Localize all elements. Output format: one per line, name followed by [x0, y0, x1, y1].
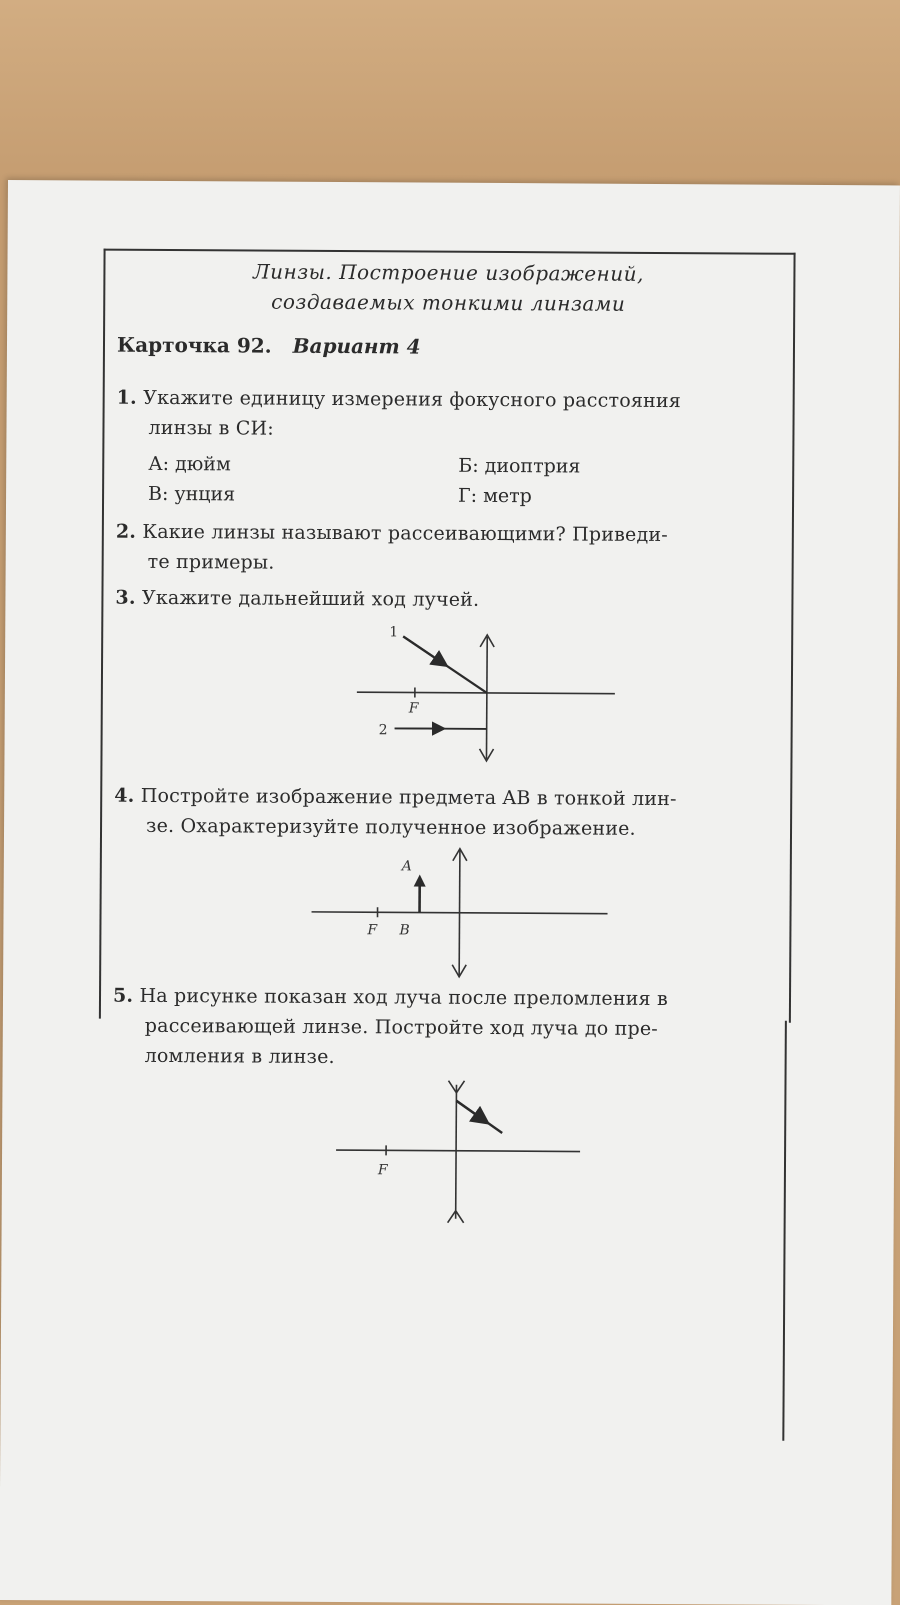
ray-1-arrow — [403, 636, 445, 664]
question-5-text-line3: ломления в линзе. — [145, 1041, 805, 1075]
question-5 — [113, 981, 773, 1015]
figure-3-lens-rays — [344, 622, 625, 764]
focus-label: F — [408, 700, 420, 716]
question-1-text-line1: Укажите единицу измерения фокусного расстояния — [143, 387, 681, 412]
optical-axis — [336, 1150, 580, 1151]
card-heading — [117, 333, 421, 359]
figure-4-object-lens — [303, 842, 624, 984]
converging-lens — [459, 849, 460, 977]
question-1-option-a: А: дюйм — [148, 453, 231, 476]
converging-lens — [486, 637, 487, 759]
refracted-ray-arrow — [456, 1101, 486, 1122]
question-3 — [115, 583, 775, 617]
diverging-lens — [456, 1085, 457, 1219]
question-1-text-line2: линзы в СИ: — [148, 413, 808, 447]
question-2-text-line2: те примеры. — [148, 547, 808, 581]
question-3-text-line1: Укажите дальнейший ход лучей. — [142, 587, 480, 611]
header-title-line1: Линзы. Построение изображений, — [103, 259, 793, 287]
focus-label: F — [377, 1162, 389, 1178]
worksheet-page — [0, 180, 900, 1605]
focus-label: F — [366, 922, 378, 938]
figure-5-diverging-lens — [328, 1078, 599, 1230]
question-1-option-g: Г: метр — [458, 485, 532, 507]
card-variant: Вариант 4 — [293, 334, 421, 359]
point-a-label: A — [400, 858, 412, 874]
question-1-option-v: В: унция — [148, 483, 235, 506]
question-3-number: 3. — [115, 587, 135, 609]
question-1-option-b: Б: диоптрия — [458, 455, 580, 478]
question-2-number: 2. — [116, 521, 136, 543]
card-frame-right-edge — [782, 1021, 787, 1441]
ray-2-label: 2 — [379, 722, 388, 738]
question-2 — [116, 517, 776, 551]
question-5-text-line1: На рисунке показан ход луча после преломления в — [139, 985, 668, 1010]
question-1-number: 1. — [117, 387, 137, 409]
question-4-text-line2: зе. Охарактеризуйте полученное изображение. — [146, 811, 806, 845]
question-2-text-line1: Какие линзы называют рассеивающими? Приведи- — [142, 521, 668, 546]
object-arrowhead — [414, 874, 426, 886]
question-1 — [117, 383, 777, 417]
question-5-text-line2: рассеивающей линзе. Постройте ход луча до пре- — [145, 1011, 805, 1045]
header-title-line2: создаваемых тонкими линзами — [103, 289, 793, 317]
question-4 — [114, 781, 774, 815]
point-b-label: B — [398, 922, 409, 938]
question-5-number: 5. — [113, 985, 133, 1007]
card-number: Карточка 92. — [117, 333, 272, 358]
question-4-text-line1: Постройте изображение предмета AB в тонкой лин- — [141, 785, 677, 810]
ray-1-label: 1 — [389, 624, 398, 640]
question-4-number: 4. — [114, 785, 134, 807]
